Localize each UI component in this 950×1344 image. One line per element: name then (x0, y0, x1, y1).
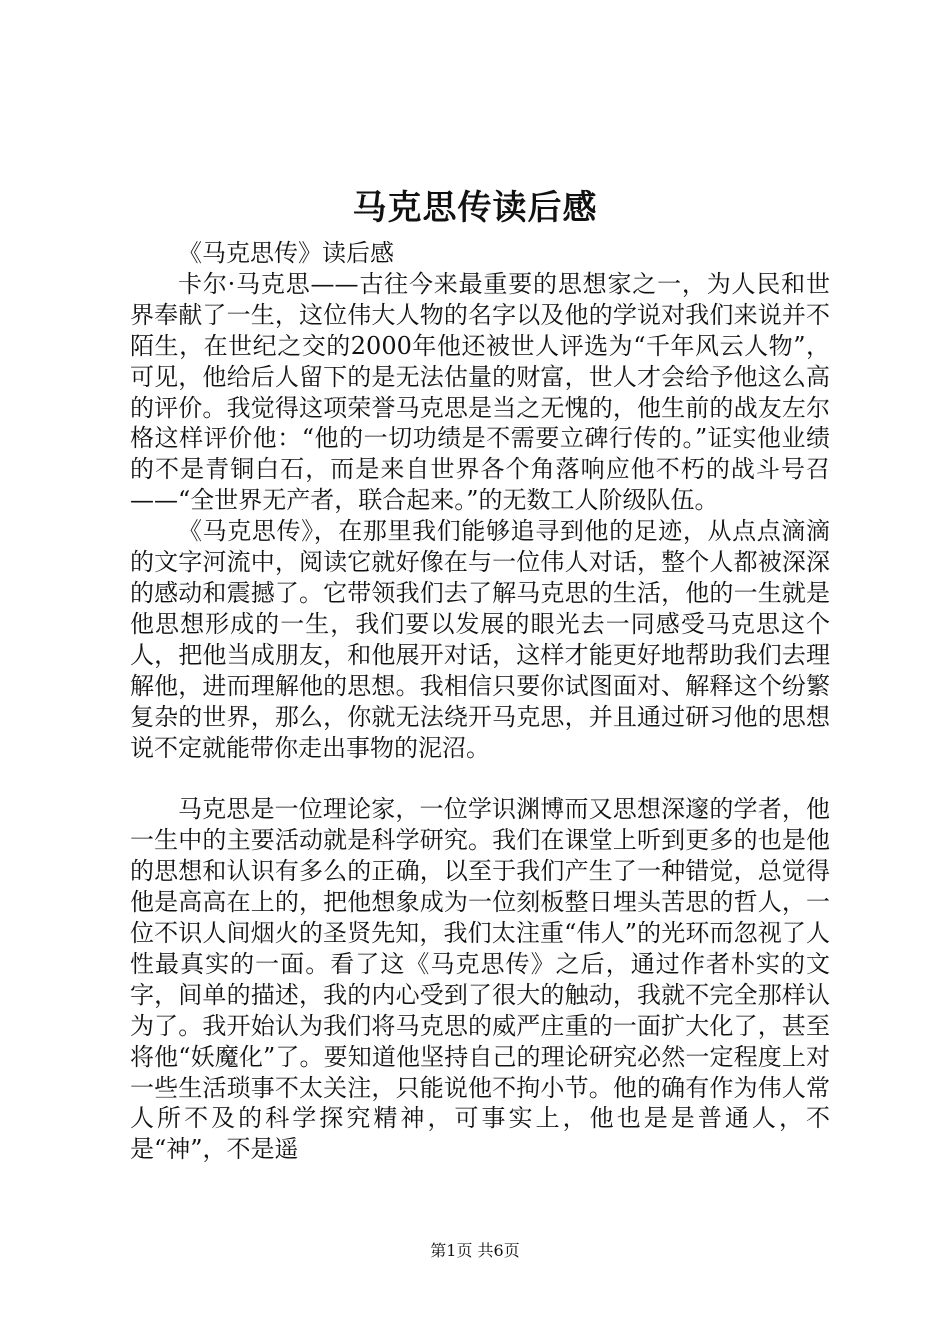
paragraph-1: 卡尔·马克思——古往今来最重要的思想家之一，为人民和世界奉献了一生，这位伟大人物的名字以及他的学说对我们来说并不陌生，在世纪之交的2000年他还被世人评选为“千年风云人物”，可见，他给后人留下的是无法估量的财富，世人才会给予他这么高的评价。我觉得这项荣誉马克思是当之无愧的，他生前的战友左尔格这样评价他：“他的一切功绩是不需要立碑行传的。”证实他业绩的不是青铜白石，而是来自世界各个角落响应他不朽的战斗号召——“全世界无产者，联合起来。”的无数工人阶级队伍。 (130, 269, 830, 515)
document-title: 马克思传读后感 (352, 188, 598, 228)
paragraph-2: 《马克思传》，在那里我们能够追寻到他的足迹，从点点滴滴的文字河流中，阅读它就好像在与一位伟人对话，整个人都被深深的感动和震撼了。它带领我们去了解马克思的生活，他的一生就是他思想形成的一生，我们要以发展的眼光去一同感受马克思这个人，把他当成朋友，和他展开对话，这样才能更好地帮助我们去理解他，进而理解他的思想。我相信只要你试图面对、解释这个纷繁复杂的世界，那么，你就无法绕开马克思，并且通过研习他的思想说不定就能带你走出事物的泥沼。 (130, 517, 830, 762)
document-body (130, 238, 830, 1165)
document-subtitle: 《马克思传》读后感 (178, 239, 394, 267)
page-number-footer: 第1页 共6页 (430, 1241, 520, 1260)
paragraph-3: 马克思是一位理论家，一位学识渊博而又思想深邃的学者，他一生中的主要活动就是科学研究。我们在课堂上听到更多的也是他的思想和认识有多么的正确，以至于我们产生了一种错觉，总觉得他是高高在上的，把他想象成为一位刻板整日埋头苦思的哲人，一位不识人间烟火的圣贤先知，我们太注重“伟人”的光环而忽视了人性最真实的一面。看了这《马克思传》之后，通过作者朴实的文字，间单的描述，我的内心受到了很大的触动，我就不完全那样认为了。我开始认为我们将马克思的威严庄重的一面扩大化了，甚至将他“妖魔化”了。要知道他坚持自己的理论研究必然一定程度上对一些生活琐事不太关注，只能说他不拘小节。他的确有作为伟人常人所不及的科学探究精神，可事实上，他也是是普通人，不是“神”，不是遥 (130, 795, 830, 1164)
